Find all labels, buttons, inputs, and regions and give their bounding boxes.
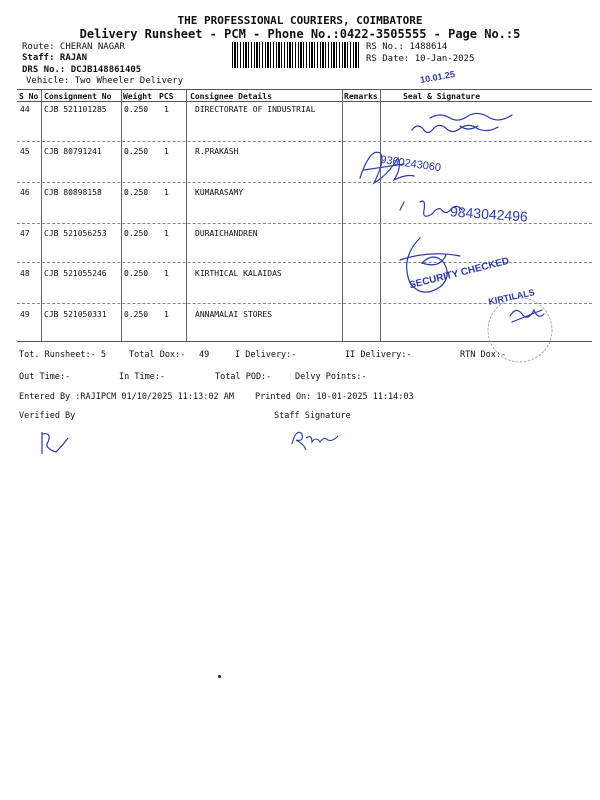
kirtilals-stamp: KIRTILALS <box>487 287 536 307</box>
col-remarks: Remarks <box>344 92 378 101</box>
verified-by-signature <box>36 428 76 458</box>
row-pcs: 1 <box>164 105 169 114</box>
handwritten-date: 10.01.25 <box>419 69 456 85</box>
row-weight: 0.250 <box>124 188 149 197</box>
row-pcs: 1 <box>164 188 169 197</box>
row-sno: 46 <box>20 188 30 197</box>
security-checked-stamp: SECURITY CHECKED <box>408 255 511 292</box>
vehicle: Vehicle: Two Wheeler Delivery <box>26 76 184 86</box>
row-consignee: KUMARASAMY <box>195 188 244 197</box>
total-dox-label: Total Dox:- <box>129 350 186 360</box>
row-sno: 45 <box>20 147 30 156</box>
col-sno: S No <box>19 92 39 101</box>
col-consignee: Consignee Details <box>190 92 272 101</box>
row-consignment: CJB 521101285 <box>44 105 107 114</box>
handwritten-phone-46: 9843042496 <box>449 203 529 225</box>
row-weight: 0.250 <box>124 105 149 114</box>
entered-by: Entered By :RAJIPCM 01/10/2025 11:13:02 AM <box>19 392 234 402</box>
row-pcs: 1 <box>164 229 169 238</box>
col-consignment: Consignment No <box>44 92 112 101</box>
row-weight: 0.250 <box>124 269 149 278</box>
staff-signature-label: Staff Signature <box>274 411 351 421</box>
row-pcs: 1 <box>164 310 169 319</box>
total-pod: Total POD:- <box>215 372 272 382</box>
delvy-points: Delvy Points:- <box>295 372 367 382</box>
row-consignee: R.PRAKASH <box>195 147 239 156</box>
out-time: Out Time:- <box>19 372 71 382</box>
row-consignment: CJB 80791241 <box>44 147 102 156</box>
rs-date: RS Date: 10-Jan-2025 <box>366 54 475 64</box>
staff: Staff: RAJAN <box>22 53 88 63</box>
staff-signature <box>288 424 344 454</box>
row-consignee: KIRTHICAL KALAIDAS <box>195 269 282 278</box>
row-weight: 0.250 <box>124 310 149 319</box>
row-pcs: 1 <box>164 269 169 278</box>
row-sno: 44 <box>20 105 30 114</box>
total-runsheet: Tot. Runsheet:- 5 <box>19 350 106 360</box>
row-consignee: DURAICHANDREN <box>195 229 258 238</box>
row-consignment: CJB 521055246 <box>44 269 107 278</box>
row-sno: 48 <box>20 269 30 278</box>
total-dox-value: 49 <box>199 350 210 360</box>
route: Route: CHERAN NAGAR <box>22 42 125 52</box>
col-seal-signature: Seal & Signature <box>403 92 481 101</box>
row-consignee: DIRECTORATE OF INDUSTRIAL <box>195 105 316 114</box>
printed-on: Printed On: 10-01-2025 11:14:03 <box>255 392 414 402</box>
ii-delivery: II Delivery:- <box>345 350 412 360</box>
drs-number: DRS No.: DCJB148861405 <box>22 65 142 75</box>
stray-dot <box>218 675 221 678</box>
row-pcs: 1 <box>164 147 169 156</box>
in-time: In Time:- <box>119 372 166 382</box>
row-weight: 0.250 <box>124 147 149 156</box>
row-sno: 49 <box>20 310 30 319</box>
row-consignment: CJB 521050331 <box>44 310 107 319</box>
company-title: THE PROFESSIONAL COURIERS, COIMBATORE <box>177 14 423 27</box>
rs-number: RS No.: 1488614 <box>366 42 448 52</box>
row-consignee: ANNAMALAI STORES <box>195 310 273 319</box>
rtn-dox: RTN Dox:- <box>460 350 507 360</box>
col-weight: Weight <box>123 92 152 101</box>
row-sno: 47 <box>20 229 30 238</box>
barcode <box>232 42 360 68</box>
row-consignment: CJB 521056253 <box>44 229 107 238</box>
row-consignment: CJB 80898158 <box>44 188 102 197</box>
i-delivery: I Delivery:- <box>235 350 297 360</box>
col-pcs: PCS <box>159 92 174 101</box>
runsheet-subtitle: Delivery Runsheet - PCM - Phone No.:0422-3505555 - Page No.:5 <box>79 27 521 41</box>
handwritten-phone-45: 9360243060 <box>379 153 442 175</box>
row-weight: 0.250 <box>124 229 149 238</box>
verified-by-label: Verified By <box>19 411 76 421</box>
